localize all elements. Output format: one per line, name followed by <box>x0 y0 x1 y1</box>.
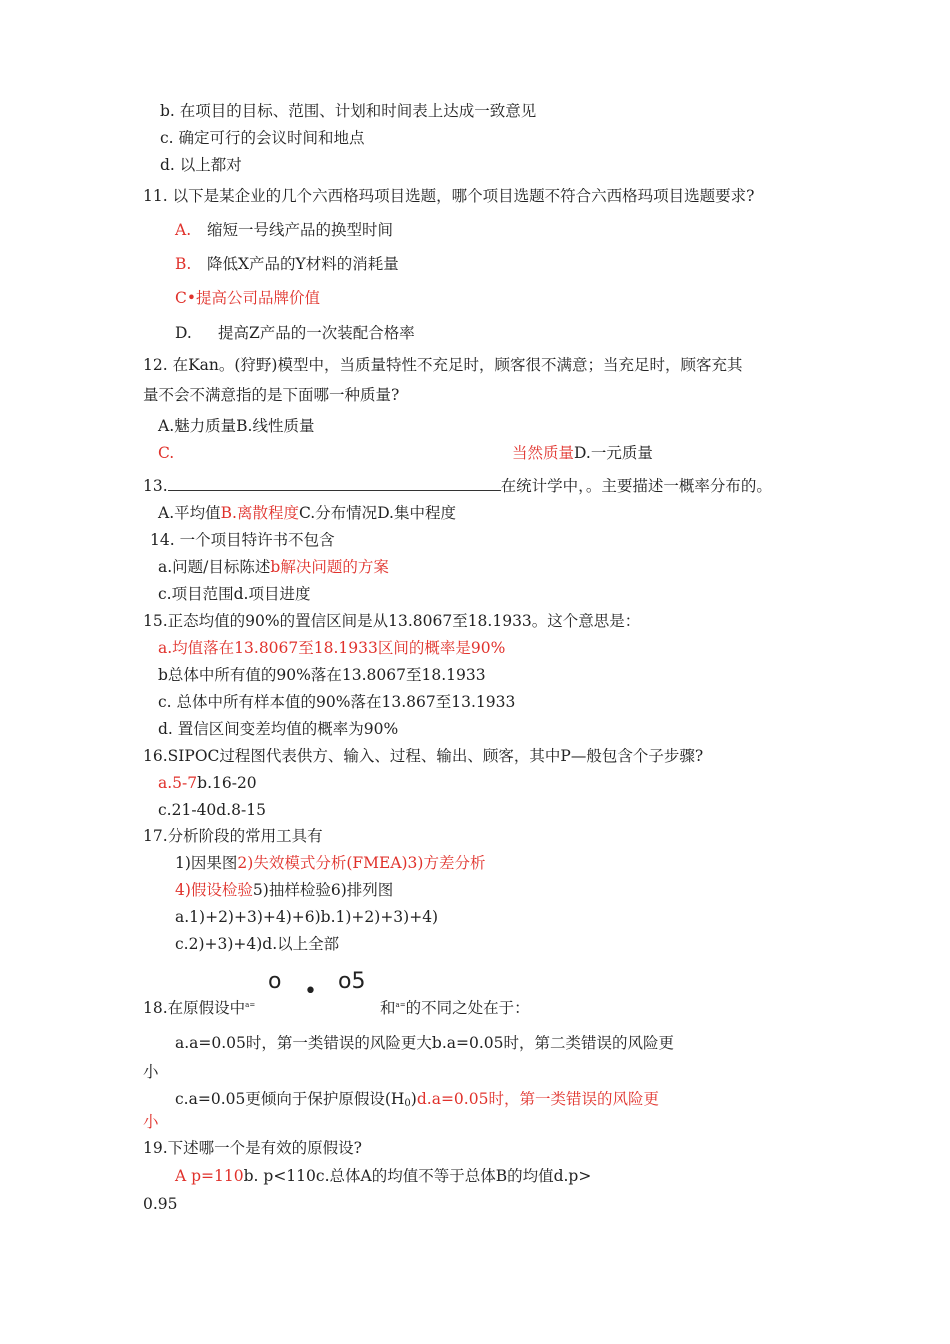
q18-option-d-wrap: 小 <box>143 1113 159 1131</box>
q18-alpha-value-o5: o5 <box>338 969 366 994</box>
question-18-start <box>143 995 255 1018</box>
question-11: 11. 以下是某企业的几个六西格玛项目选题，哪个项目选题不符合六西格玛项目选题要求? <box>143 187 755 205</box>
q11-option-c: C•提高公司品牌价值 <box>175 289 321 307</box>
option-c: c. 确定可行的会议时间和地点 <box>160 129 365 147</box>
q16-options-cd: c.21-40d.8-15 <box>158 801 266 819</box>
q13-option-b: B.离散程度 <box>220 504 299 522</box>
q19-option-a: A p=110 <box>175 1167 244 1185</box>
q17-tool-1: 1)因果图 <box>175 854 238 872</box>
q16-option-a: a.5-7 <box>158 774 198 792</box>
q18-and: 和 <box>380 999 396 1017</box>
q17-tools-line-1 <box>175 853 485 873</box>
q15-option-b: b总体中所有值的90%落在13.8067至18.1933 <box>158 666 486 684</box>
q13-options <box>158 503 456 523</box>
q14-options-cd: c.项目范围d.项目进度 <box>158 585 311 603</box>
q15-option-a: a.均值落在13.8067至18.1933区间的概率是90% <box>158 639 506 657</box>
q11-option-b-text: 降低X产品的Y材料的消耗量 <box>207 255 399 273</box>
q18-option-c-subscript: 0 <box>404 1098 411 1109</box>
q13-number: 13. <box>143 477 168 495</box>
q11-option-d-text: 提高Z产品的一次装配合格率 <box>218 324 415 342</box>
question-14: 14. 一个项目特许书不包含 <box>150 531 335 549</box>
q13-blank <box>168 474 501 491</box>
q18-options-cd <box>175 1089 659 1114</box>
question-16: 16.SIPOC过程图代表供方、输入、过程、输出、顾客，其中P—般包含个子步骤? <box>143 747 704 765</box>
q18-option-c-close: ) <box>410 1090 417 1108</box>
q17-options-cd: c.2)+3)+4)d.以上全部 <box>175 935 340 953</box>
q16-options-ab <box>158 773 257 793</box>
q12-option-cd <box>512 443 653 463</box>
question-12-line-1: 12. 在Kan。(狩野)模型中，当质量特性不充足时，顾客很不满意；当充足时，顾客充其 <box>143 356 743 374</box>
q18-option-d: d.a=0.05时，第一类错误的风险更 <box>416 1090 659 1108</box>
q11-option-a-text: 缩短一号线产品的换型时间 <box>207 221 394 239</box>
option-d: d. 以上都对 <box>160 156 242 174</box>
q17-tools-line-2 <box>175 880 393 900</box>
q19-options <box>175 1166 591 1186</box>
question-13 <box>143 474 772 496</box>
q18-option-c: c.a=0.05更倾向于保护原假设(H <box>175 1090 405 1108</box>
q14-options-ab <box>158 557 389 577</box>
q12-option-c-text: 当然质量 <box>512 444 575 462</box>
q18-alpha-symbol-1: a= <box>245 1001 256 1009</box>
q11-option-b-label: B. <box>175 255 192 273</box>
question-19: 19.下述哪一个是有效的原假设? <box>143 1139 362 1157</box>
question-18-end <box>380 995 530 1018</box>
q13-text: 在统计学中，。主要描述一概率分布的。 <box>500 477 772 495</box>
q15-option-d: d. 置信区间变差均值的概率为90% <box>158 720 399 738</box>
question-15: 15.正态均值的90%的置信区间是从13.8067至18.1933。这个意思是： <box>143 612 641 630</box>
q12-option-d: D.一元质量 <box>574 444 653 462</box>
q18-prefix: 18.在原假设中 <box>143 999 246 1017</box>
q17-tool-4: 4)假设检验 <box>175 881 253 899</box>
q11-option-a-label: A. <box>175 221 192 239</box>
option-b: b. 在项目的目标、范围、计划和时间表上达成一致意见 <box>160 102 537 120</box>
q13-option-cd: C.分布情况D.集中程度 <box>298 504 456 522</box>
q18-alpha-value-o: o <box>268 969 282 994</box>
q11-option-d-label: D. <box>175 324 192 342</box>
q17-tools-2-3: 2)失效模式分析(FMEA)3)方差分析 <box>237 854 486 872</box>
question-17: 17.分析阶段的常用工具有 <box>143 827 323 845</box>
q17-tools-5-6: 5)抽样检验6)排列图 <box>252 881 394 899</box>
q19-option-bcd: b. p<110c.总体A的均值不等于总体B的均值d.p> <box>243 1167 592 1185</box>
q18-alpha-symbol-2: a= <box>395 1001 406 1009</box>
question-12-line-2: 量不会不满意指的是下面哪一种质量? <box>143 386 400 404</box>
q18-alpha-value-dot: • <box>304 979 317 1004</box>
q14-option-a: a.问题/目标陈述 <box>158 558 271 576</box>
q16-option-b: b.16-20 <box>197 774 257 792</box>
q12-option-c-label: C. <box>158 444 175 462</box>
q12-options-ab: A.魅力质量B.线性质量 <box>158 417 315 435</box>
q19-options-wrap: 0.95 <box>143 1195 178 1213</box>
q14-option-b: b解决问题的方案 <box>270 558 389 576</box>
q18-options-ab-wrap: 小 <box>143 1063 159 1081</box>
q17-options-ab: a.1)+2)+3)+4)+6)b.1)+2)+3)+4) <box>175 908 439 926</box>
q15-option-c: c. 总体中所有样本值的90%落在13.867至13.1933 <box>158 693 516 711</box>
q18-suffix: 的不同之处在于： <box>405 999 530 1017</box>
q18-options-ab: a.a=0.05时，第一类错误的风险更大b.a=0.05时，第二类错误的风险更 <box>175 1034 674 1052</box>
q13-option-a: A.平均值 <box>158 504 221 522</box>
